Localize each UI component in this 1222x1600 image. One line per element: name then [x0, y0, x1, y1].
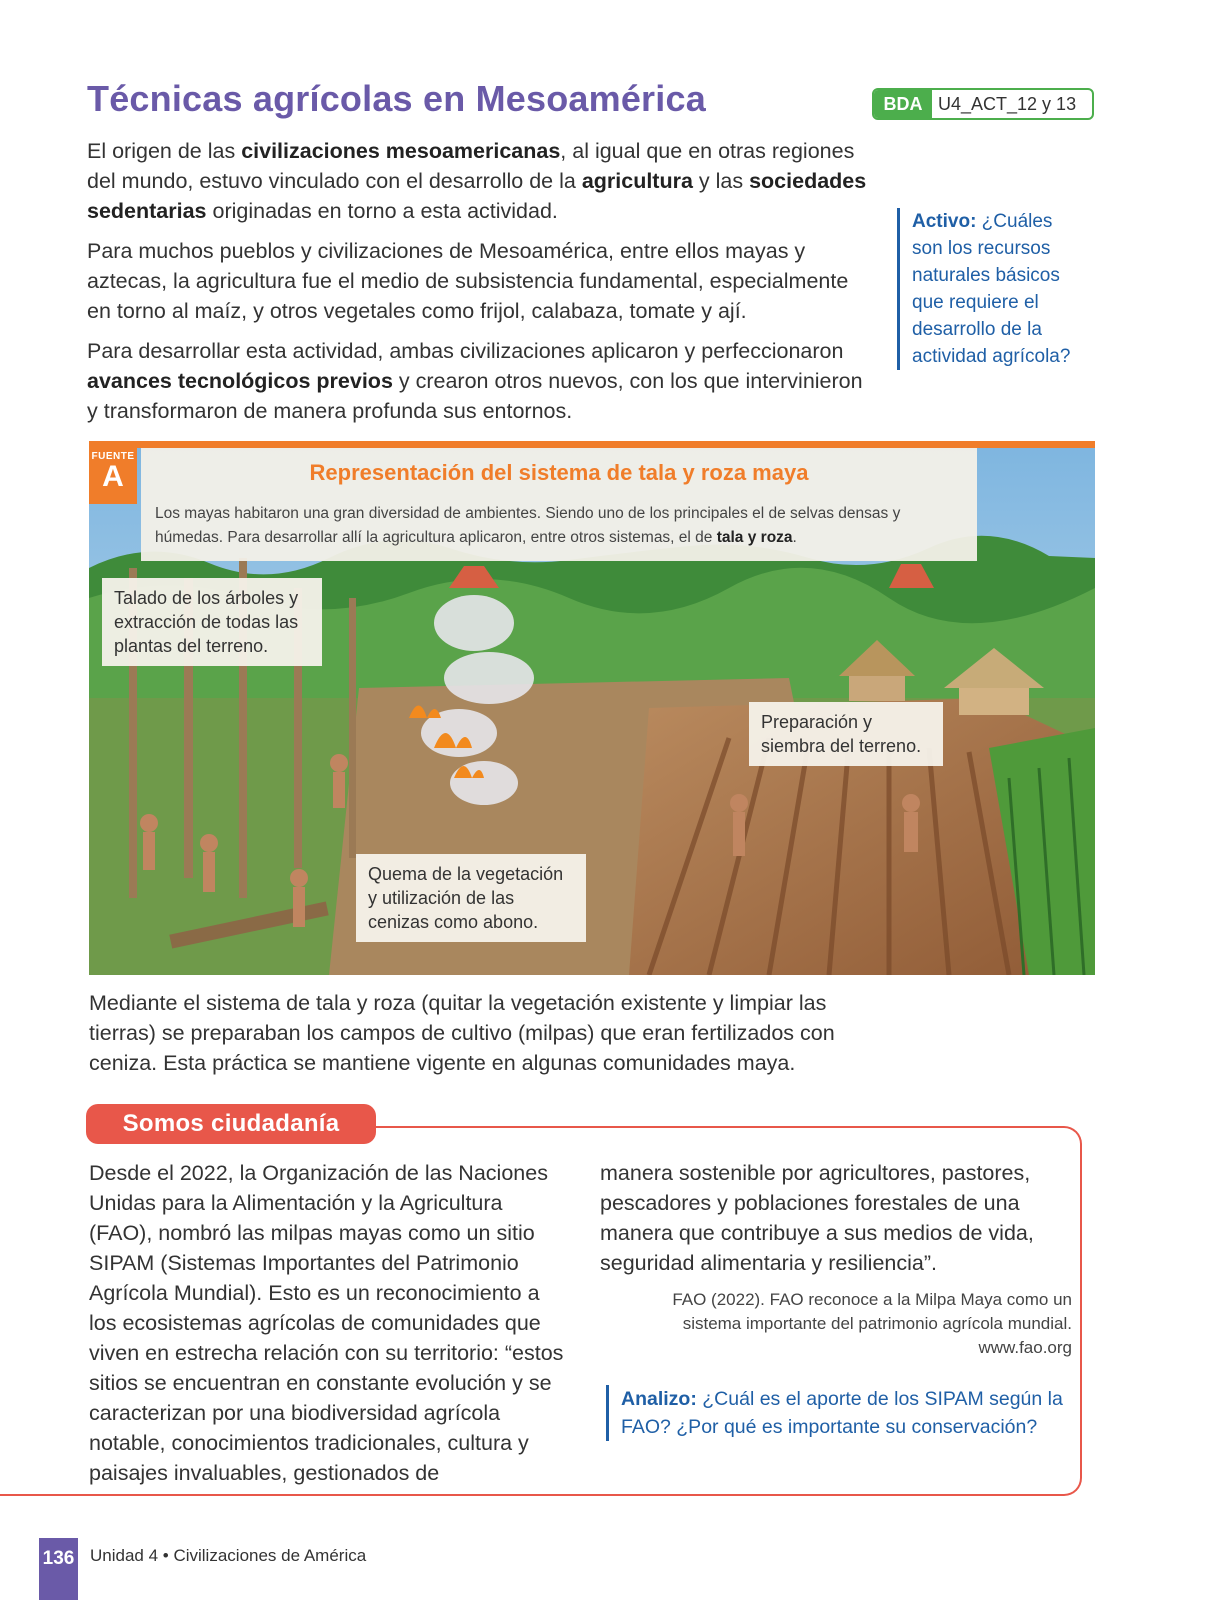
fuente-badge: FUENTE A: [89, 448, 137, 504]
ciudadania-label: Somos ciudadanía: [86, 1104, 376, 1144]
figure-title: Representación del sistema de tala y roza maya: [309, 460, 809, 485]
activo-question: Activo: ¿Cuáles son los recursos naturales básicos que requiere el desarrollo de la actividad agrícola?: [897, 208, 1087, 370]
footer-unit: Unidad 4 • Civilizaciones de América: [90, 1546, 367, 1565]
callout-quema: Quema de la vegetación y utilización de las cenizas como abono.: [356, 854, 586, 942]
bda-code: U4_ACT_12 y 13: [938, 93, 1077, 114]
callout-preparacion: Preparación y siembra del terreno.: [749, 702, 943, 766]
bda-tag: BDA: [874, 90, 932, 118]
intro-paragraph-3: Para desarrollar esta actividad, ambas civilizaciones aplicaron y perfeccionaron avances tecnológicos previos y crearon otros nuevos, con los que intervinieron y transformaron de manera profunda sus entornos.: [87, 339, 863, 423]
ciudadania-text-right: manera sostenible por agricultores, pastores, pescadores y poblaciones forestales de una manera que contribuye a sus medios de vida, seguridad alimentaria y resiliencia”.: [600, 1161, 1034, 1275]
ciudadania-text-left: Desde el 2022, la Organización de las Naciones Unidas para la Alimentación y la Agricultura (FAO), nombró las milpas mayas como un sitio SIPAM (Sistemas Importantes del Patrimonio Agrícola Mundial). Esto es un reconocimiento a los ecosistemas agrícolas de comunidades que viven en estrecha relación con su territorio: “estos sitios se encuentran en constante evolución y se caracterizan por una biodiversidad agrícola notable, conocimientos tradicionales, cultura y paisajes invaluables, gestionados de: [89, 1161, 564, 1485]
page-title: Técnicas agrícolas en Mesoamérica: [87, 78, 706, 119]
figure-caption: Mediante el sistema de tala y roza (quitar la vegetación existente y limpiar las tierras) se preparaban los campos de cultivo (milpas) que eran fertilizados con ceniza. Esta práctica se mantiene vigente en algunas comunidades maya.: [89, 991, 835, 1075]
page-number: 136: [39, 1538, 78, 1600]
figure-description: Los mayas habitaron una gran diversidad de ambientes. Siendo uno de los principales el de selvas densas y húmedas. Para desarrollar allí la agricultura aplicaron, entre otros sistemas, el de tala y roza.: [155, 505, 901, 546]
fuente-a-figure: [89, 441, 1095, 975]
figure-header: [141, 448, 977, 561]
ciudadania-source: FAO (2022). FAO reconoce a la Milpa Maya como un sistema importante del patrimonio agrícola mundial. www.fao.org: [672, 1290, 1072, 1357]
bda-badge[interactable]: [872, 88, 1094, 120]
intro-paragraph-1: El origen de las civilizaciones mesoamericanas, al igual que en otras regiones del mundo, estuvo vinculado con el desarrollo de la agricultura y las sociedades sedentarias originadas en torno a esta actividad.: [87, 139, 867, 223]
callout-talado: Talado de los árboles y extracción de todas las plantas del terreno.: [102, 578, 322, 666]
ciudadania-frame-bottom: [0, 1494, 372, 1496]
intro-paragraph-2: Para muchos pueblos y civilizaciones de Mesoamérica, entre ellos mayas y aztecas, la agricultura fue el medio de subsistencia fundamental, especialmente en torno al maíz, y otros vegetales como frijol, calabaza, tomate y ají.: [87, 239, 849, 323]
intro-text: [87, 136, 877, 436]
analizo-question: Analizo: ¿Cuál es el aporte de los SIPAM según la FAO? ¿Por qué es importante su conservación?: [606, 1385, 1076, 1441]
